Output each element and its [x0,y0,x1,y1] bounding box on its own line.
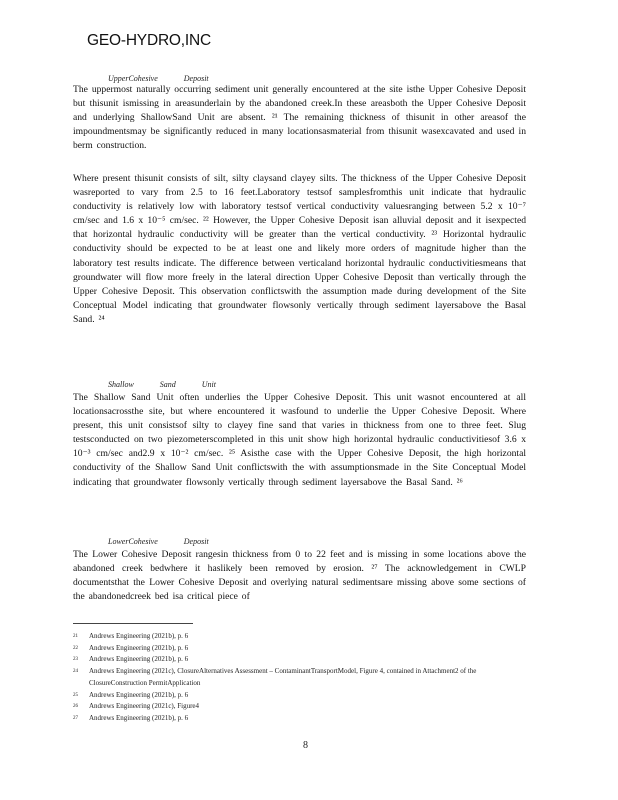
footnote-text: Andrews Engineering (2021b), p. 6 [89,643,189,652]
page-number: 8 [303,740,308,751]
footnote [73,690,526,702]
footnote-number: 23 [73,657,78,663]
heading-word: Unit [201,380,217,389]
footnotes [73,631,526,725]
footnote [73,701,526,713]
footnote-text: Andrews Engineering (2021c), Figure4 [89,702,200,711]
footnote-text: Andrews Engineering (2021b), p. 6 [89,655,189,664]
paragraph-upper-cohesive-1: The uppermost naturally occurring sediment unit generally encountered at the site isthe Upper Cohesive Deposit but thisunit ismissing in areasunderlain by the abandoned creek.In these areasboth the Upper Cohesive Deposit and underlying ShallowSand Unit are absent. ²¹ The remaining thickness of thisunit in other areasof the impoundmentsmay be significantly reduced in many locationsasmaterial from thisunit wasexcavated and used in berm construction. [73,84,526,152]
footnote [73,654,526,666]
footnote-divider [73,623,193,624]
footnote-text: Andrews Engineering (2021c), ClosureAlternatives Assessment – ContaminantTransportModel, Figure 4, contained in Attachment2 of the ClosureConstruction PermitApplication [89,667,477,687]
heading-word: LowerCohesive [108,537,158,546]
footnote-text: Andrews Engineering (2021b), p. 6 [89,713,189,722]
section-heading-lower-cohesive [108,537,209,546]
footnote-number: 25 [73,692,78,698]
heading-word: Sand [159,380,176,389]
company-header: GEO-HYDRO,INC [87,32,211,49]
footnote-number: 27 [73,715,78,721]
footnote [73,643,526,655]
footnote [73,631,526,643]
paragraph-lower-cohesive: The Lower Cohesive Deposit rangesin thickness from 0 to 22 feet and is missing in some locations above the abandoned creek bedwhere it haslikely been removed by erosion. ²⁷ The acknowledgement in CWLP documentsthat the Lower Cohesive Deposit and overlying natural sedimentsare missing above some sections of the abandonedcreek bed isa critical piece of [73,549,526,603]
heading-word: Shallow [108,380,134,389]
footnote-number: 26 [73,704,78,710]
footnote [73,713,526,725]
footnote-number: 22 [73,645,78,651]
heading-word: UpperCohesive [108,74,158,83]
footnote-number: 24 [73,669,78,675]
paragraph-shallow-sand: The Shallow Sand Unit often underlies the Upper Cohesive Deposit. This unit wasnot encountered at all locationsacrossthe site, but where encountered it wasfound to underlie the Upper Cohesive Deposit. Where present, this unit consistsof silty to clayey fine sand that varies in thickness from one to three feet. Slug testsconducted on two piezometerscompleted in this unit show high horizontal hydraulic conductivitiesof 3.6 x 10⁻³ cm/sec and2.9 x 10⁻² cm/sec. ²⁵ Asisthe case with the Upper Cohesive Deposit, the high horizontal conductivity of the Shallow Sand Unit conflictswith the with assumptionsmade in the Site Conceptual Model indicating that groundwater flowsonly vertically through sediment layersabove the Basal Sand. ²⁶ [73,392,526,488]
footnote-text: Andrews Engineering (2021b), p. 6 [89,632,189,640]
paragraph-upper-cohesive-2: Where present thisunit consists of silt, silty claysand clayey silts. The thickness of the Upper Cohesive Deposit wasreported to vary from 2.5 to 16 feet.Laboratory testsof samplesfromthis unit indicate that hydraulic conductivity is relatively low with laboratory testsof vertical conductivity valuesranging between 5.2 x 10⁻⁷ cm/sec and 1.6 x 10⁻⁵ cm/sec. ²² However, the Upper Cohesive Deposit isan alluvial deposit and it isexpected that horizontal hydraulic conductivity will be greater than the vertical conductivity. ²³ Horizontal hydraulic conductivity should be expected to be at least one and likely more orders of magnitude higher than the laboratory test results indicate. The difference between verticaland horizontal hydraulic conductivitiesmeans that groundwater will flow more freely in the lateral direction Upper Cohesive Deposit than vertically through the Upper Cohesive Deposit. This observation conflictswith the assumption made during development of the Site Conceptual Model indicating that groundwater flowsonly vertically through sediment layersabove the Basal Sand. ²⁴ [73,173,526,325]
heading-word: Deposit [183,74,209,83]
footnote-number: 21 [73,634,78,639]
section-heading-shallow-sand [108,380,216,389]
section-heading-upper-cohesive [108,74,209,83]
footnote [73,666,526,689]
heading-word: Deposit [183,537,209,546]
footnote-text: Andrews Engineering (2021b), p. 6 [89,690,189,699]
